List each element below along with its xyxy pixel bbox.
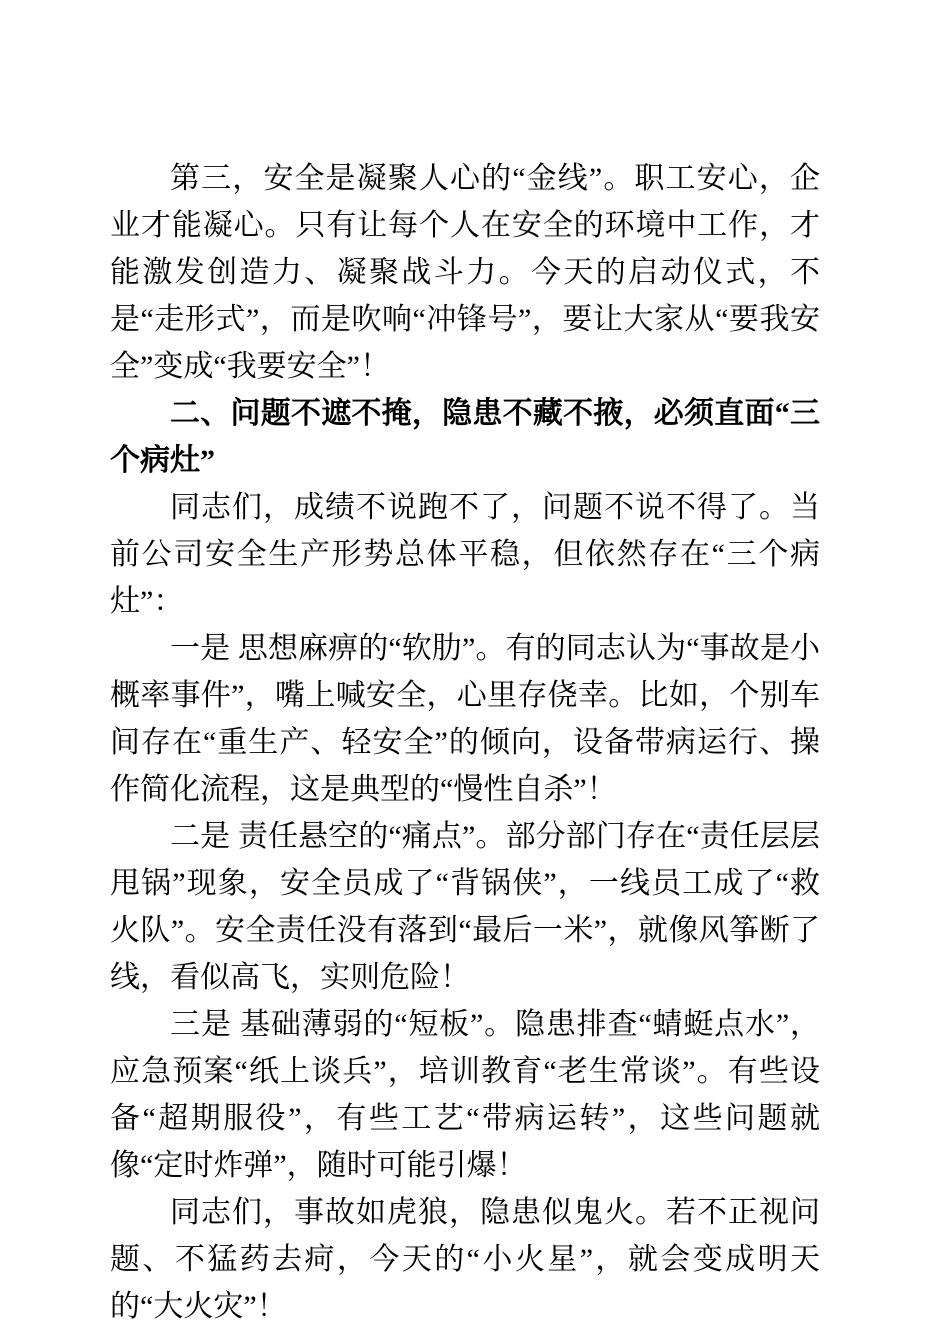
section-heading-two: 二、问题不遮不掩，隐患不藏不掖，必须直面“三个病灶” [110, 397, 820, 477]
paragraph-intro-three-lesions: 同志们，成绩不说跑不了，问题不说不得了。当前公司安全生产形势总体平稳，但依然存在“三个病灶”： [110, 491, 820, 618]
paragraph-point-three: 第三，安全是凝聚人心的“金线”。职工安心，企业才能凝心。只有让每个人在安全的环境中工作，才能激发创造力、凝聚战斗力。今天的启动仪式，不是“走形式”，而是吹响“冲锋号”，要让大家从“要我安全”变成“我要安全”！ [110, 162, 820, 383]
paragraph-closing-warning: 同志们，事故如虎狼，隐患似鬼火。若不正视问题、不猛药去疴，今天的“小火星”，就会变成明天的“大火灾”！ [110, 1196, 820, 1323]
paragraph-lesion-three: 三是 基础薄弱的“短板”。隐患排查“蜻蜓点水”，应急预案“纸上谈兵”，培训教育“老生常谈”。有些设备“超期服役”，有些工艺“带病运转”，这些问题就像“定时炸弹”，随时可能引爆！ [110, 1008, 820, 1182]
document-content [110, 155, 820, 1330]
paragraph-lesion-two: 二是 责任悬空的“痛点”。部分部门存在“责任层层甩锅”现象，安全员成了“背锅侠”，一线员工成了“救火队”。安全责任没有落到“最后一米”，就像风筝断了线，看似高飞，实则危险！ [110, 820, 820, 994]
paragraph-lesion-one: 一是 思想麻痹的“软肋”。有的同志认为“事故是小概率事件”，嘴上喊安全，心里存侥幸。比如，个别车间存在“重生产、轻安全”的倾向，设备带病运行、操作简化流程，这是典型的“慢性自杀”！ [110, 632, 820, 806]
